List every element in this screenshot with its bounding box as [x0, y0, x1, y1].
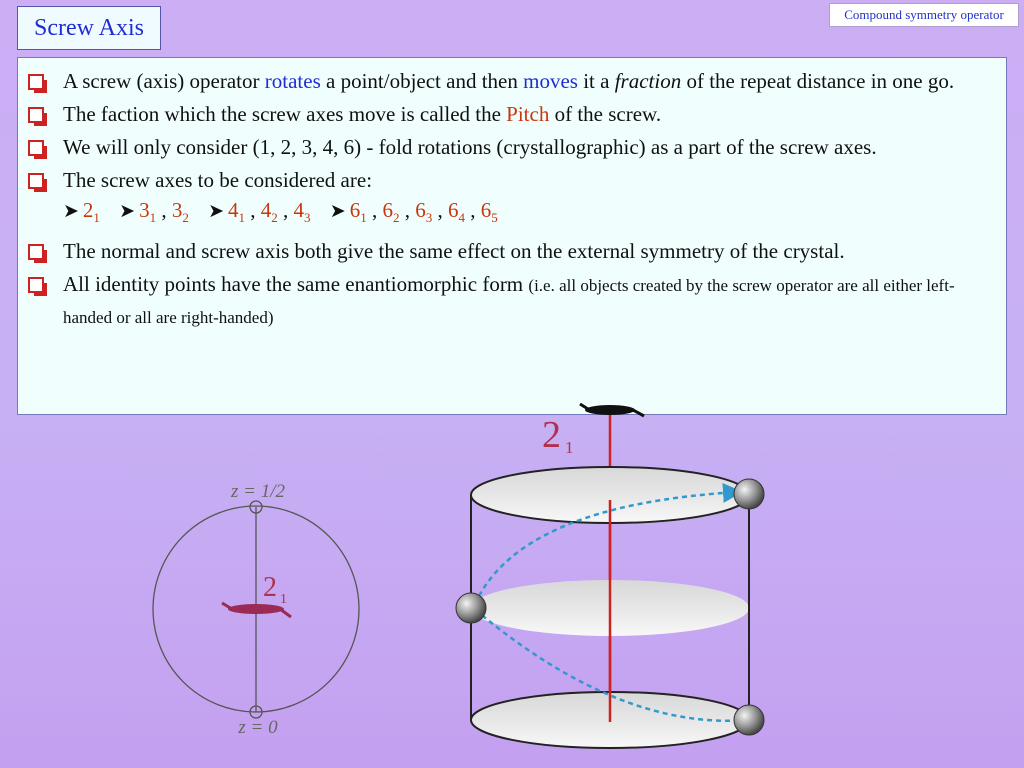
arrow-right-icon: ➤	[329, 201, 346, 222]
slide-title: Screw Axis	[34, 14, 144, 41]
axis-symbol: $4_2$	[260, 198, 278, 226]
axis-symbol: $6_1$	[349, 198, 367, 226]
axis-symbol: $6_2$	[382, 198, 400, 226]
cylinder-symbol-sub: 1	[565, 438, 574, 457]
axis-symbol: $2_1$	[82, 198, 100, 226]
axis-symbol: $3_1$	[139, 198, 157, 226]
bullet-text: of the repeat distance in one go.	[681, 69, 955, 93]
top-point-ball	[734, 479, 764, 509]
bullet-text: a point/object and then	[320, 69, 524, 93]
bullet-text: The faction which the screw axes move is called the	[63, 102, 507, 126]
stereogram-diagram	[153, 481, 359, 738]
middle-point-ball	[456, 593, 486, 623]
keyword-rotates: rotates	[264, 69, 321, 93]
keyword-moves: moves	[523, 69, 578, 93]
axis-symbol: $4_1$	[228, 198, 246, 226]
arrow-right-icon: ➤	[63, 201, 79, 222]
cylinder-diagram	[456, 404, 764, 748]
keyword-fraction: fraction	[614, 69, 682, 93]
axis-symbol: $6_4$	[447, 198, 465, 226]
bullet-text: of the screw.	[549, 102, 662, 126]
z-bottom-label: z = 0	[238, 717, 278, 738]
axis-symbol: $6_5$	[480, 198, 498, 226]
arrow-right-icon: ➤	[119, 201, 136, 222]
screw-symbol-main: 2	[263, 572, 277, 603]
screw-symbol-top-icon	[580, 404, 644, 416]
axes-group-3fold: ➤ $3_1$ , $3_2$	[119, 198, 189, 226]
axis-symbol: $3_2$	[171, 198, 189, 226]
bullet-text: The normal and screw axis both give the same effect on the external symmetry of the crystal.	[63, 239, 845, 264]
bottom-point-ball	[734, 705, 764, 735]
screw-symbol-sub: 1	[280, 592, 287, 607]
axes-group-4fold: ➤ $4_1$ , $4_2$ , $4_3$	[208, 198, 311, 226]
axis-symbol: $6_3$	[415, 198, 433, 226]
bullet-text: The screw axes to be considered are:	[63, 168, 373, 192]
z-top-label: z = 1/2	[231, 481, 285, 502]
bullet-text: it a	[577, 69, 615, 93]
cylinder-symbol-main: 2	[542, 414, 561, 456]
keyword-pitch: Pitch	[506, 102, 550, 126]
bullet-note: (i.e. all objects created by the screw operator are all either left-handed or all are right-handed)	[63, 276, 955, 328]
bullet-text: All identity points have the same enantiomorphic form	[63, 272, 529, 297]
axis-symbol: $4_3$	[293, 198, 311, 226]
topic-tag-label: Compound symmetry operator	[844, 7, 1004, 22]
bullet-text: We will only consider (1, 2, 3, 4, 6) - fold rotations (crystallographic) as a part of the screw axes.	[63, 135, 877, 159]
axes-group-6fold: ➤ $6_1$ , $6_2$ , $6_3$ , $6_4$ , $6_5$	[329, 198, 498, 226]
bullet-text: A screw (axis) operator	[63, 69, 265, 93]
arrow-right-icon: ➤	[208, 201, 225, 222]
